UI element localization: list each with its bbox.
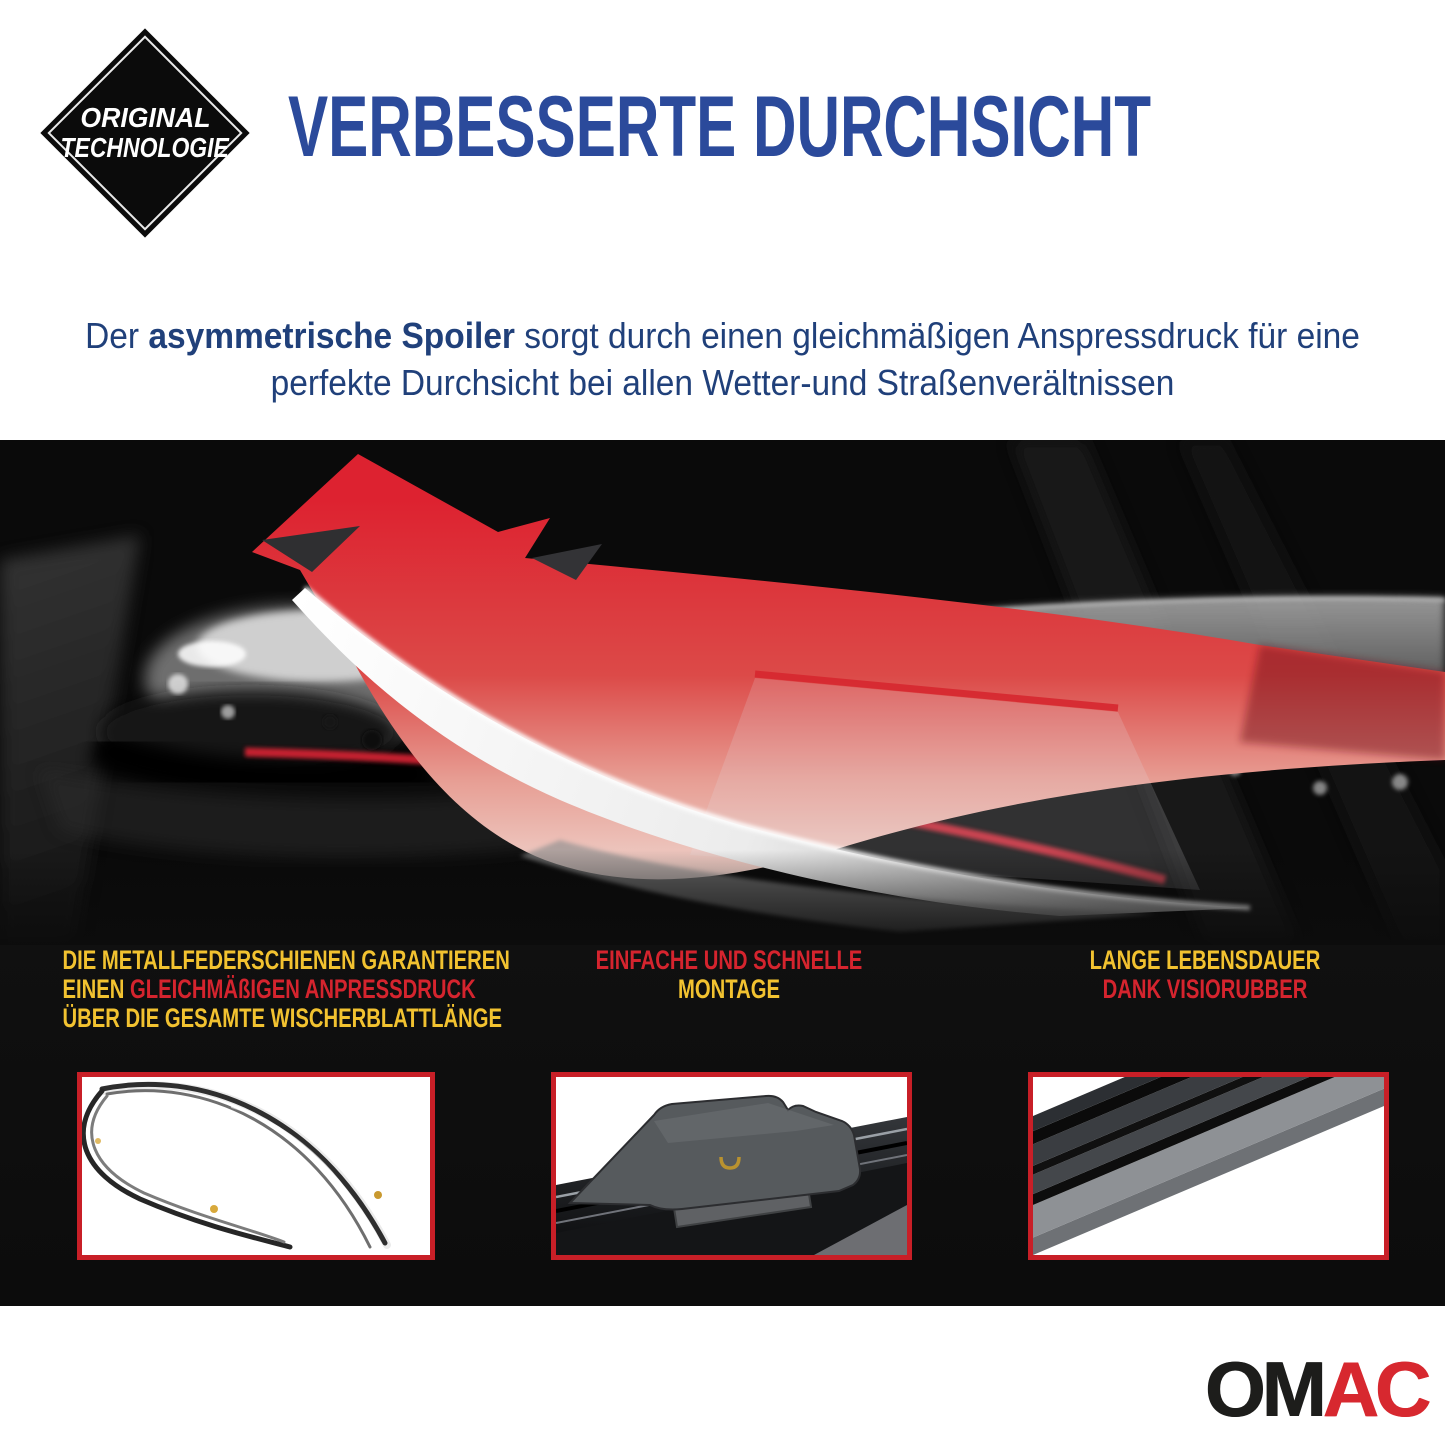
feature-line: MONTAGE bbox=[678, 974, 780, 1004]
feature-line: EINFACHE UND SCHNELLE bbox=[595, 945, 863, 975]
feature-caption-rails bbox=[0, 945, 510, 1033]
feature-line: LANGE LEBENSDAUER bbox=[1089, 945, 1321, 975]
feature-line: DIE METALLFEDERSCHIENEN GARANTIEREN bbox=[62, 945, 510, 975]
feature-caption-lebensdauer bbox=[965, 946, 1445, 1004]
badge-line-2: TECHNOLOGIE bbox=[60, 132, 230, 163]
feature-caption-montage bbox=[488, 946, 970, 1004]
original-technologie-badge bbox=[39, 27, 251, 239]
feature-image-rubber bbox=[1028, 1072, 1389, 1260]
page-title: VERBESSERTE DURCHSICHT bbox=[288, 79, 1151, 175]
feature-line: DANK VISIORUBBER bbox=[1102, 974, 1308, 1004]
feature-line: ÜBER DIE GESAMTE WISCHERBLATTLÄNGE bbox=[62, 1003, 502, 1033]
intro-lead-bold: asymmetrische Spoiler bbox=[148, 315, 515, 356]
intro-lead: Der bbox=[85, 315, 149, 356]
feature-image-adapter bbox=[551, 1072, 912, 1260]
intro-rest: sorgt durch einen gleichmäßigen Anspressdruck für eine bbox=[514, 315, 1360, 356]
omac-logo bbox=[1204, 1345, 1427, 1433]
feature-line: EINEN GLEICHMÄßIGEN ANPRESSDRUCK bbox=[62, 974, 476, 1004]
intro-paragraph bbox=[51, 312, 1395, 406]
feature-image-spring-rails bbox=[77, 1072, 435, 1260]
logo-text-dark: OM bbox=[1204, 1345, 1323, 1433]
badge-line-1: ORIGINAL bbox=[79, 102, 211, 133]
intro-line2: perfekte Durchsicht bei allen Wetter-und Straßenverältnissen bbox=[270, 362, 1175, 403]
badge-text bbox=[39, 27, 251, 239]
logo-text-red: AC bbox=[1322, 1345, 1427, 1433]
hero-section bbox=[0, 440, 1445, 1306]
hero-image bbox=[0, 440, 1445, 945]
